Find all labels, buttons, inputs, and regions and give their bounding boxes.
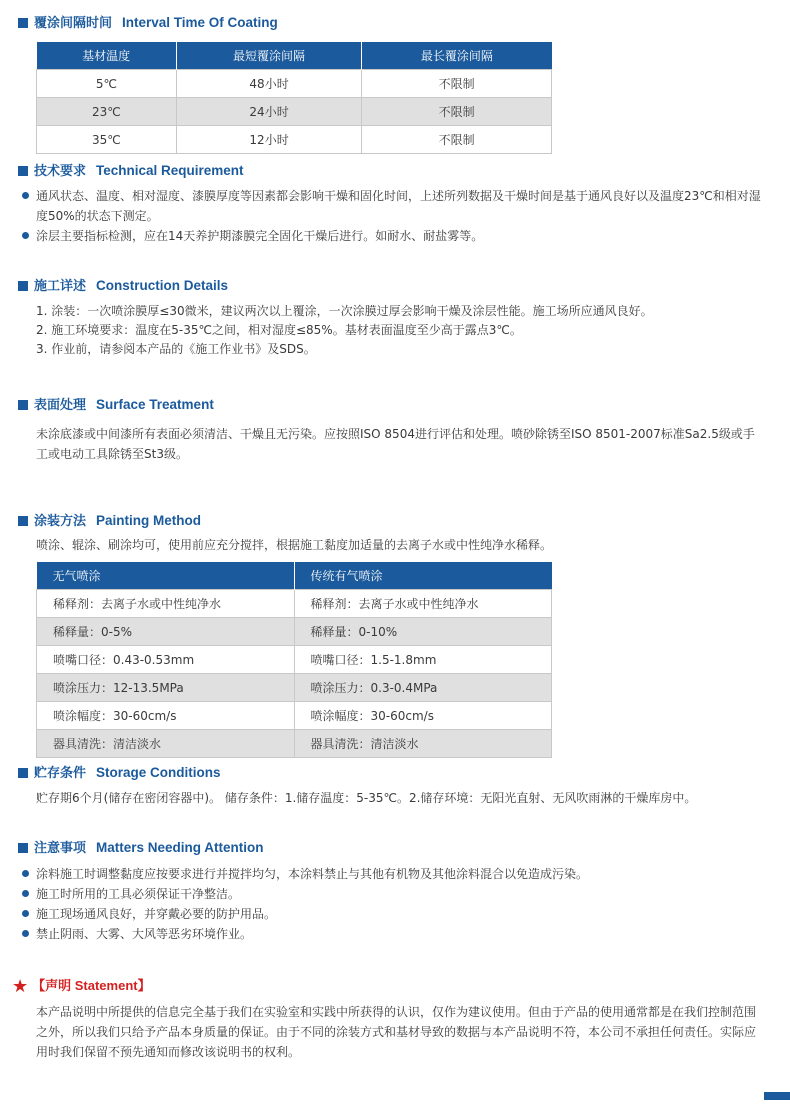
table-header: 最长覆涂间隔 xyxy=(362,42,552,70)
list-item: 通风状态、温度、相对湿度、漆膜厚度等因素都会影响干燥和固化时间，上述所列数据及干燥时间是基于通风良好以及温度23℃和相对湿度50%的状态下测定。 xyxy=(22,186,762,226)
statement-text: 本产品说明中所提供的信息完全基于我们在实验室和实践中所获得的认识，仅作为建议使用。但由于产品的使用通常都是在我们控制范围之外，所以我们只给予产品本身质量的保证。由于不同的涂装方式和基材导致的数据与本产品说明不符，本公司不承担任何责任。实际应用时我们保留不预先通知而修改该说明书的权利。 xyxy=(36,1005,757,1059)
heading-en: Technical Requirement xyxy=(96,163,244,178)
painting-heading xyxy=(18,512,201,530)
list-item: 禁止阴雨、大雾、大风等恶劣环境作业。 xyxy=(22,924,762,944)
interval-table xyxy=(36,42,552,154)
table-header: 最短覆涂间隔 xyxy=(176,42,362,70)
table-cell: 23℃ xyxy=(37,98,177,126)
table-row xyxy=(37,730,552,758)
table-cell: 喷嘴口径：0.43-0.53mm xyxy=(37,646,295,674)
storage-text: 贮存期6个月(储存在密闭容器中)。 储存条件：1.储存温度：5-35℃。2.储存环境：无阳光直射、无风吹雨淋的干燥库房中。 xyxy=(36,791,697,805)
interval-heading xyxy=(18,14,278,32)
table-cell: 喷嘴口径：1.5-1.8mm xyxy=(294,646,552,674)
table-cell: 不限制 xyxy=(362,98,552,126)
table-cell: 喷涂压力：12-13.5MPa xyxy=(37,674,295,702)
table-cell: 稀释量：0-5% xyxy=(37,618,295,646)
table-row xyxy=(37,98,552,126)
attention-list xyxy=(22,864,762,944)
attention-heading xyxy=(18,839,264,857)
table-cell: 器具清洗：清洁淡水 xyxy=(37,730,295,758)
table-row xyxy=(37,70,552,98)
table-row xyxy=(37,618,552,646)
painting-table xyxy=(36,562,552,758)
star-icon: ★ xyxy=(12,976,29,997)
technical-heading xyxy=(18,162,244,180)
table-row xyxy=(37,646,552,674)
table-row xyxy=(37,590,552,618)
table-row xyxy=(37,674,552,702)
table-header: 传统有气喷涂 xyxy=(294,562,552,590)
table-cell: 稀释量：0-10% xyxy=(294,618,552,646)
table-cell: 喷涂幅度：30-60cm/s xyxy=(37,702,295,730)
heading-cn: 贮存条件 xyxy=(34,766,87,781)
list-item: 施工现场通风良好，并穿戴必要的防护用品。 xyxy=(22,904,762,924)
list-item: 涂层主要指标检测，应在14天养护期漆膜完全固化干燥后进行。如耐水、耐盐雾等。 xyxy=(22,226,762,246)
heading-cn: 技术要求 xyxy=(34,164,87,179)
square-icon xyxy=(18,516,28,526)
heading-cn: 涂装方法 xyxy=(34,514,87,529)
table-cell: 不限制 xyxy=(362,126,552,154)
table-cell: 24小时 xyxy=(176,98,362,126)
square-icon xyxy=(18,843,28,853)
square-icon xyxy=(18,281,28,291)
square-icon xyxy=(18,18,28,28)
table-header: 基材温度 xyxy=(37,42,177,70)
heading-en: Construction Details xyxy=(96,278,229,293)
painting-text: 喷涂、辊涂、刷涂均可，使用前应充分搅拌，根据施工黏度加适量的去离子水或中性纯净水稀释。 xyxy=(36,538,553,552)
statement-heading xyxy=(12,976,151,996)
table-row xyxy=(37,126,552,154)
corner-bar xyxy=(764,1092,790,1100)
table-cell: 12小时 xyxy=(176,126,362,154)
heading-cn: 覆涂间隔时间 xyxy=(34,16,113,31)
statement-title: 【声明 Statement】 xyxy=(32,978,151,993)
heading-cn: 注意事项 xyxy=(34,841,87,856)
list-item: 涂料施工时调整黏度应按要求进行并搅拌均匀，本涂料禁止与其他有机物及其他涂料混合以免造成污染。 xyxy=(22,864,762,884)
heading-en: Matters Needing Attention xyxy=(96,840,264,855)
list-item: 2. 施工环境要求：温度在5-35℃之间，相对湿度≤85%。基材表面温度至少高于露点3℃。 xyxy=(36,323,522,337)
list-item: 施工时所用的工具必须保证干净整洁。 xyxy=(22,884,762,904)
table-header: 无气喷涂 xyxy=(37,562,295,590)
construction-heading xyxy=(18,277,228,295)
heading-en: Storage Conditions xyxy=(96,765,221,780)
technical-list xyxy=(22,186,762,246)
table-cell: 48小时 xyxy=(176,70,362,98)
list-item: 3. 作业前，请参阅本产品的《施工作业书》及SDS。 xyxy=(36,342,316,356)
heading-en: Painting Method xyxy=(96,513,202,528)
heading-en: Interval Time Of Coating xyxy=(122,15,278,30)
table-header-row xyxy=(37,42,552,70)
table-cell: 器具清洗：清洁淡水 xyxy=(294,730,552,758)
table-cell: 不限制 xyxy=(362,70,552,98)
surface-heading xyxy=(18,396,214,414)
square-icon xyxy=(18,400,28,410)
table-cell: 35℃ xyxy=(37,126,177,154)
table-row xyxy=(37,702,552,730)
square-icon xyxy=(18,768,28,778)
table-cell: 喷涂压力：0.3-0.4MPa xyxy=(294,674,552,702)
table-cell: 稀释剂：去离子水或中性纯净水 xyxy=(294,590,552,618)
heading-en: Surface Treatment xyxy=(96,397,214,412)
table-cell: 5℃ xyxy=(37,70,177,98)
heading-cn: 施工详述 xyxy=(34,279,87,294)
heading-cn: 表面处理 xyxy=(34,398,87,413)
list-item: 1. 涂装：一次喷涂膜厚≤30微米，建议两次以上覆涂，一次涂膜过厚会影响干燥及涂层性能。施工场所应通风良好。 xyxy=(36,304,653,318)
table-cell: 喷涂幅度：30-60cm/s xyxy=(294,702,552,730)
table-cell: 稀释剂：去离子水或中性纯净水 xyxy=(37,590,295,618)
table-header-row xyxy=(37,562,552,590)
square-icon xyxy=(18,166,28,176)
surface-text: 未涂底漆或中间漆所有表面必须清洁、干燥且无污染。应按照ISO 8504进行评估和处理。喷砂除锈至ISO 8501-2007标准Sa2.5级或手工或电动工具除锈至St3级。 xyxy=(36,427,755,461)
construction-list xyxy=(36,302,762,359)
storage-heading xyxy=(18,764,221,782)
